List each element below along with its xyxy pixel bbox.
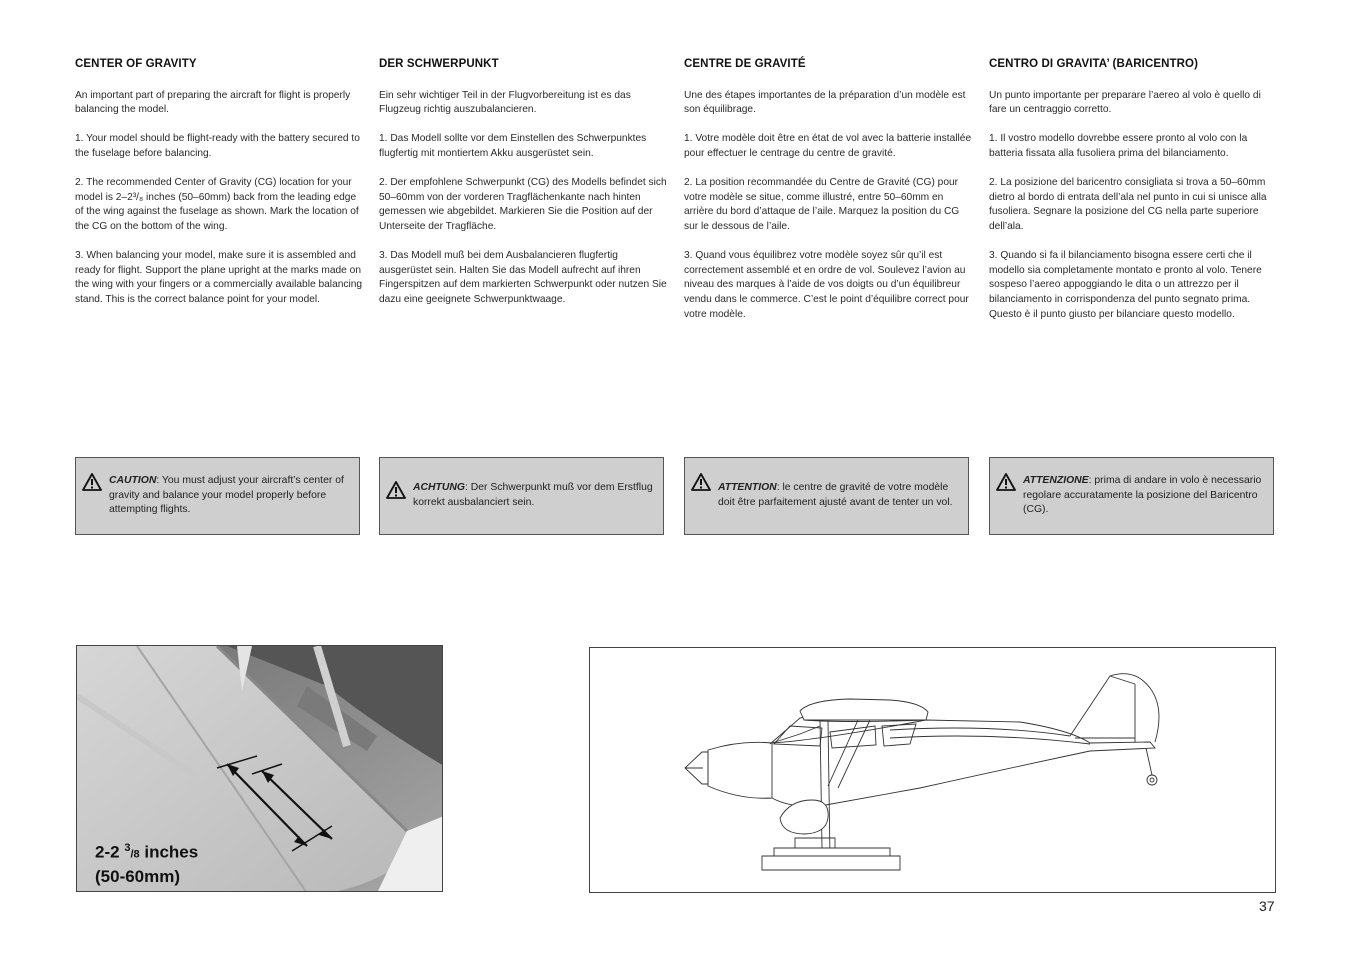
caution-text: ACHTUNG: Der Schwerpunkt muß vor dem Erstflug korrekt ausbalanciert sein.: [413, 482, 653, 508]
cg-wing-photo: [76, 645, 443, 892]
warning-icon: [996, 473, 1016, 491]
paragraph: 2. La position recommandée du Centre de Gravité (CG) pour votre modèle se situe, comme illustré, entre 50–60mm en arrière du bord d’attaque de l’aile. Marquez la position du CG sur le dessous de l’aile.: [684, 177, 960, 232]
page-number: 37: [1259, 898, 1275, 914]
caution-text: ATTENTION: le centre de gravité de votre modèle doit être parfaitement ajusté avant de tenter un vol.: [718, 482, 953, 508]
warning-icon: [386, 481, 406, 499]
column-french: [684, 57, 974, 337]
section-title: CENTRO DI GRAVITA’ (BARICENTRO): [989, 58, 1199, 70]
column-italian: [989, 57, 1279, 337]
paragraph: Une des étapes importantes de la préparation d’un modèle est son équilibrage.: [684, 89, 966, 116]
caution-box-german: [379, 457, 664, 535]
paragraph: Ein sehr wichtiger Teil in der Flugvorbereitung ist es das Flugzeug richtig auszubalancieren.: [379, 89, 631, 116]
paragraph: Un punto importante per preparare l’aereo al volo è quello di fare un centraggio corretto.: [989, 89, 1261, 116]
paragraph: 3. Quando si fa il bilanciamento bisogna essere certi che il modello sia completamente montato e pronto al volo. Tenere sospeso l’aereo appoggiando le dita o un attrezzo per il bilanciamento in corrispondenza del punto segnato prima. Questo è il punto giusto per bilanciare questo modello.: [989, 250, 1262, 320]
caution-text: CAUTION: You must adjust your aircraft’s center of gravity and balance your model properly before attempting flights.: [109, 475, 344, 516]
caution-label: CAUTION: [109, 475, 157, 487]
caution-box-french: [684, 457, 969, 535]
caution-label: ATTENTION: [718, 482, 777, 494]
warning-icon: [691, 473, 711, 491]
cg-measurement-label: 2-2 $^3$/8 inches (50-60mm): [95, 842, 199, 886]
paragraph: 2. Der empfohlene Schwerpunkt (CG) des Modells befindet sich 50–60mm von der vorderen Tragflächenkante nach hinten gemessen wie abgebildet. Markieren Sie die Position auf der Unterseite der Tragfläche.: [379, 177, 667, 232]
section-title: DER SCHWERPUNKT: [379, 58, 499, 70]
section-title: CENTRE DE GRAVITÉ: [684, 58, 806, 70]
paragraph: 1. Votre modèle doit être en état de vol avec la batterie installée pour effectuer le centrage du centre de gravité.: [684, 133, 972, 159]
paragraph: 1. Your model should be flight-ready with the battery secured to the fuselage before balancing.: [75, 133, 360, 159]
paragraph: 3. Quand vous équilibrez votre modèle soyez sûr qu’il est correctement assemblé et en ordre de vol. Soulevez l’avion au niveau des marques à l’aide de vos doigts ou d’un équilibreur vendu dans le commerce. C’est le point d’équilibre correct pour votre modèle.: [684, 250, 969, 320]
paragraph: 1. Das Modell sollte vor dem Einstellen des Schwerpunktes flugfertig mit montiertem Akku ausgerüstet sein.: [379, 133, 647, 159]
paragraph: 3. When balancing your model, make sure it is assembled and ready for flight. Support the plane upright at the marks made on the wing with your fingers or a commercially available balancing stand. This is the correct balance point for your model.: [75, 250, 363, 305]
column-german: [379, 57, 669, 322]
paragraph: 2. La posizione del baricentro consigliata si trova a 50–60mm dietro al bordo di entrata dell’ala nel punto in cui si unisce alla fusoliera. Segnare la posizione del CG nella parte superiore dell’ala.: [989, 177, 1267, 232]
column-english: [75, 57, 365, 322]
caution-text: ATTENZIONE: prima di andare in volo è necessario regolare accuratamente la posizione del Baricentro (CG).: [1023, 475, 1262, 516]
caution-label: ATTENZIONE: [1023, 475, 1089, 487]
caution-box-english: [75, 457, 360, 535]
warning-icon: [82, 473, 102, 491]
airplane-on-stand-illustration: [590, 648, 1275, 892]
section-title: CENTER OF GRAVITY: [75, 58, 197, 70]
paragraph: An important part of preparing the aircraft for flight is properly balancing the model.: [75, 89, 351, 116]
caution-label: ACHTUNG: [413, 482, 465, 494]
paragraph: 3. Das Modell muß bei dem Ausbalancieren flugfertig ausgerüstet sein. Halten Sie das Modell aufrecht auf ihren Fingerspitzen auf dem markierten Schwerpunkt oder nutzen Sie dazu eine geeignete Schwerpunktwaage.: [379, 250, 667, 305]
caution-box-italian: [989, 457, 1274, 535]
balance-stand-diagram: [589, 647, 1276, 893]
paragraph: 1. Il vostro modello dovrebbe essere pronto al volo con la batteria fissata alla fusoliera prima del bilanciamento.: [989, 133, 1248, 159]
paragraph: 2. The recommended Center of Gravity (CG) location for your model is 2–2³/₈ inches (50–60mm) back from the leading edge of the wing against the fuselage as shown. Mark the location of the CG on the bottom of the wing.: [75, 177, 359, 232]
